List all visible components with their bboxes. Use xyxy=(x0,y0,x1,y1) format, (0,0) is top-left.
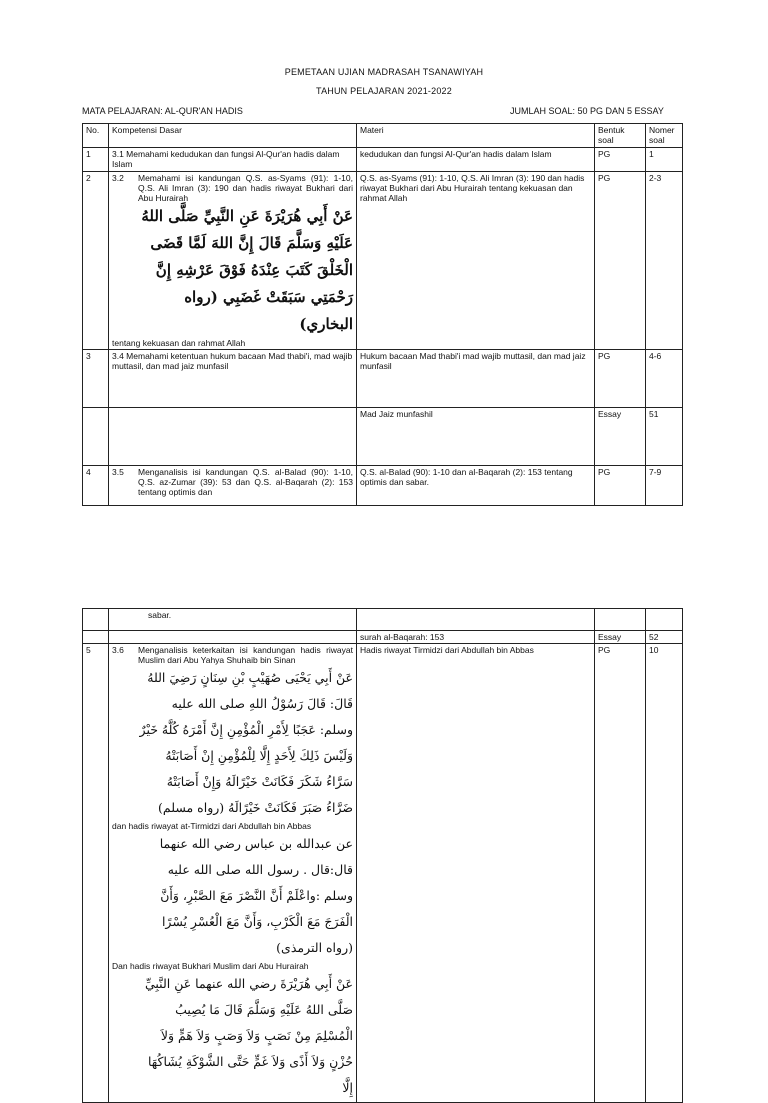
nomer-soal-cell: 51 xyxy=(646,408,683,466)
table-row xyxy=(83,644,683,1103)
kd-text-tirmidzi: dan hadis riwayat at-Tirmidzi dari Abdullah bin Abbas xyxy=(112,821,312,831)
kd-number: 3.6 xyxy=(112,645,124,655)
table-row xyxy=(83,148,683,172)
materi-cell: Hadis riwayat Tirmidzi dari Abdullah bin Abbas xyxy=(357,644,595,1103)
kd-number: 3.5 xyxy=(112,467,124,477)
nomer-soal-cell: 52 xyxy=(646,631,683,644)
table-row xyxy=(83,631,683,644)
kompetensi-dasar-cell xyxy=(109,631,357,644)
nomer-soal-cell xyxy=(646,609,683,631)
table-row xyxy=(83,350,683,408)
table-row xyxy=(83,172,683,350)
bentuk-soal-cell: Essay xyxy=(595,631,646,644)
bentuk-soal-cell: Essay xyxy=(595,408,646,466)
header-no: No. xyxy=(83,124,109,148)
kd-item xyxy=(112,467,353,497)
kd-item xyxy=(112,173,353,203)
row-number: 4 xyxy=(83,466,109,506)
kompetensi-dasar-cell: 3.4 Memahami ketentuan hukum bacaan Mad thabi'i, mad wajib muttasil, dan mad jaiz munfasil xyxy=(109,350,357,408)
header-materi: Materi xyxy=(357,124,595,148)
kd-text: Menganalisis keterkaitan isi kandungan hadis riwayat Muslim dari Abu Yahya Shuhaib bin Sinan xyxy=(138,645,353,665)
bentuk-soal-cell: PG xyxy=(595,172,646,350)
question-count-label: JUMLAH SOAL: 50 PG DAN 5 ESSAY xyxy=(510,106,664,116)
mapping-table-page1 xyxy=(82,123,683,506)
kd-number: 3.2 xyxy=(112,173,124,183)
header-kompetensi-dasar: Kompetensi Dasar xyxy=(109,124,357,148)
arabic-hadith-text: عَنْ أَبِي هُرَيْرَةَ عَنِ النَّبِيِّ صَلَّى اللهُ عَلَيْهِ وَسَلَّمَ قَالَ إِنَّ اللهَ لَمَّا قَضَى الْخَلْقَ كَتَبَ عِنْدَهُ فَوْقَ عَرْشِهِ إِنَّ رَحْمَتِي سَبَقَتْ غَضَبِي (رواه البخاري) xyxy=(141,207,353,333)
kompetensi-dasar-cell xyxy=(109,408,357,466)
materi-cell: Mad Jaiz munfashil xyxy=(357,408,595,466)
kd-text-tail: tentang kekuasan dan rahmat Allah xyxy=(112,338,246,348)
row-number: 1 xyxy=(83,148,109,172)
row-number: 5 xyxy=(83,644,109,1103)
row-number: 2 xyxy=(83,172,109,350)
table-row xyxy=(83,609,683,631)
kompetensi-dasar-cell xyxy=(109,172,357,350)
kompetensi-dasar-cell xyxy=(109,644,357,1103)
kompetensi-dasar-cell: 3.1 Memahami kedudukan dan fungsi Al-Qur'an hadis dalam Islam xyxy=(109,148,357,172)
document-title: PEMETAAN UJIAN MADRASAH TSANAWIYAH xyxy=(284,67,484,77)
arabic-hadith-muslim: عَنْ أَبِي يَحْيَى صُهَيْبٍ بْنِ سِنَانٍ رَضِيَ اللهُ قَالَ: قَالَ رَسُوْلُ اللهِ صلى الله عليه وسلم: عَجَبًا لِأَمْرِ الْمُؤْمِنِ إِنَّ أَمْرَهُ كُلَّهُ خَيْرٌ وَلَيْسَ ذَلِكَ لِأَحَدٍ إِلَّا لِلْمُؤْمِنِ إِنْ أَصَابَتْهُ سَرَّاءُ شَكَرَ فَكَانَتْ خَيْرًالَهُ وَإِنْ أَصَابَتْهُ ضَرَّاءُ صَبَرَ فَكَانَتْ خَيْرًالَهُ (رواه مسلم) xyxy=(139,670,353,815)
header-bentuk-soal: Bentuk soal xyxy=(595,124,646,148)
bentuk-soal-cell: PG xyxy=(595,466,646,506)
bentuk-soal-cell: PG xyxy=(595,644,646,1103)
nomer-soal-cell: 2-3 xyxy=(646,172,683,350)
materi-cell: surah al-Baqarah: 153 xyxy=(357,631,595,644)
header-nomer-soal: Nomer soal xyxy=(646,124,683,148)
subject-label: MATA PELAJARAN: AL-QUR'AN HADIS xyxy=(82,106,243,116)
table-row xyxy=(83,408,683,466)
kompetensi-dasar-cell xyxy=(109,466,357,506)
bentuk-soal-cell: PG xyxy=(595,148,646,172)
nomer-soal-cell: 4-6 xyxy=(646,350,683,408)
kd-text: Memahami isi kandungan Q.S. as-Syams (91): 1-10, Q.S. Ali Imran (3): 190 dan hadis riwayat Bukhari dari Abu Hurairah xyxy=(138,173,353,203)
row-number: 3 xyxy=(83,350,109,408)
table-header-row xyxy=(83,124,683,148)
nomer-soal-cell: 10 xyxy=(646,644,683,1103)
bentuk-soal-cell: PG xyxy=(595,350,646,408)
kompetensi-dasar-cell xyxy=(109,609,357,631)
materi-cell: Q.S. al-Balad (90): 1-10 dan al-Baqarah (2): 153 tentang optimis dan sabar. xyxy=(357,466,595,506)
materi-cell: Q.S. as-Syams (91): 1-10, Q.S. Ali Imran (3): 190 dan hadis riwayat Bukhari dari Abu Hurairah tentang kekuasan dan rahmat Allah xyxy=(357,172,595,350)
table-row xyxy=(83,466,683,506)
row-number xyxy=(83,408,109,466)
kd-text: sabar. xyxy=(148,610,172,620)
kd-item xyxy=(112,645,353,665)
materi-cell xyxy=(357,609,595,631)
kd-text-bukhari-muslim: Dan hadis riwayat Bukhari Muslim dari Abu Hurairah xyxy=(112,961,309,971)
row-number xyxy=(83,631,109,644)
nomer-soal-cell: 1 xyxy=(646,148,683,172)
document-subtitle: TAHUN PELAJARAN 2021-2022 xyxy=(316,86,452,96)
materi-cell: kedudukan dan fungsi Al-Qur'an hadis dalam Islam xyxy=(357,148,595,172)
mapping-table-page2 xyxy=(82,608,683,1103)
materi-cell: Hukum bacaan Mad thabi'i mad wajib muttasil, dan mad jaiz munfasil xyxy=(357,350,595,408)
nomer-soal-cell: 7-9 xyxy=(646,466,683,506)
arabic-hadith-bukhari: عَنْ أَبِي هُرَيْرَةَ رضي الله عنهما عَنِ النَّبِيِّ صَلَّى اللهُ عَلَيْهِ وَسَلَّمَ قَالَ مَا يُصِيبُ الْمُسْلِمَ مِنْ نَصَبٍ وَلاَ وَصَبٍ وَلاَ هَمٍّ وَلاَ حُزْنٍ وَلاَ أَذًى وَلاَ غَمٍّ حَتَّى الشَّوْكَةِ يُشَاكُهَا إِلَّا xyxy=(144,976,353,1095)
row-number xyxy=(83,609,109,631)
kd-text: Menganalisis isi kandungan Q.S. al-Balad (90): 1-10, Q.S. az-Zumar (39): 53 dan Q.S. al-Baqarah (2): 153 tentang optimis dan xyxy=(138,467,353,497)
bentuk-soal-cell xyxy=(595,609,646,631)
arabic-hadith-tirmidzi: عن عبدالله بن عباس رضي الله عنهما قال:قال . رسول الله صلى الله عليه وسلم :واعْلَمْ أَنَّ النَّصْرَ مَعَ الصَّبْرِ، وَأَنَّ الْفَرَجَ مَعَ الْكَرْبِ، وَأَنَّ مَعَ الْعُسْرِ يُسْرًا (رواه الترمذى) xyxy=(159,836,353,955)
